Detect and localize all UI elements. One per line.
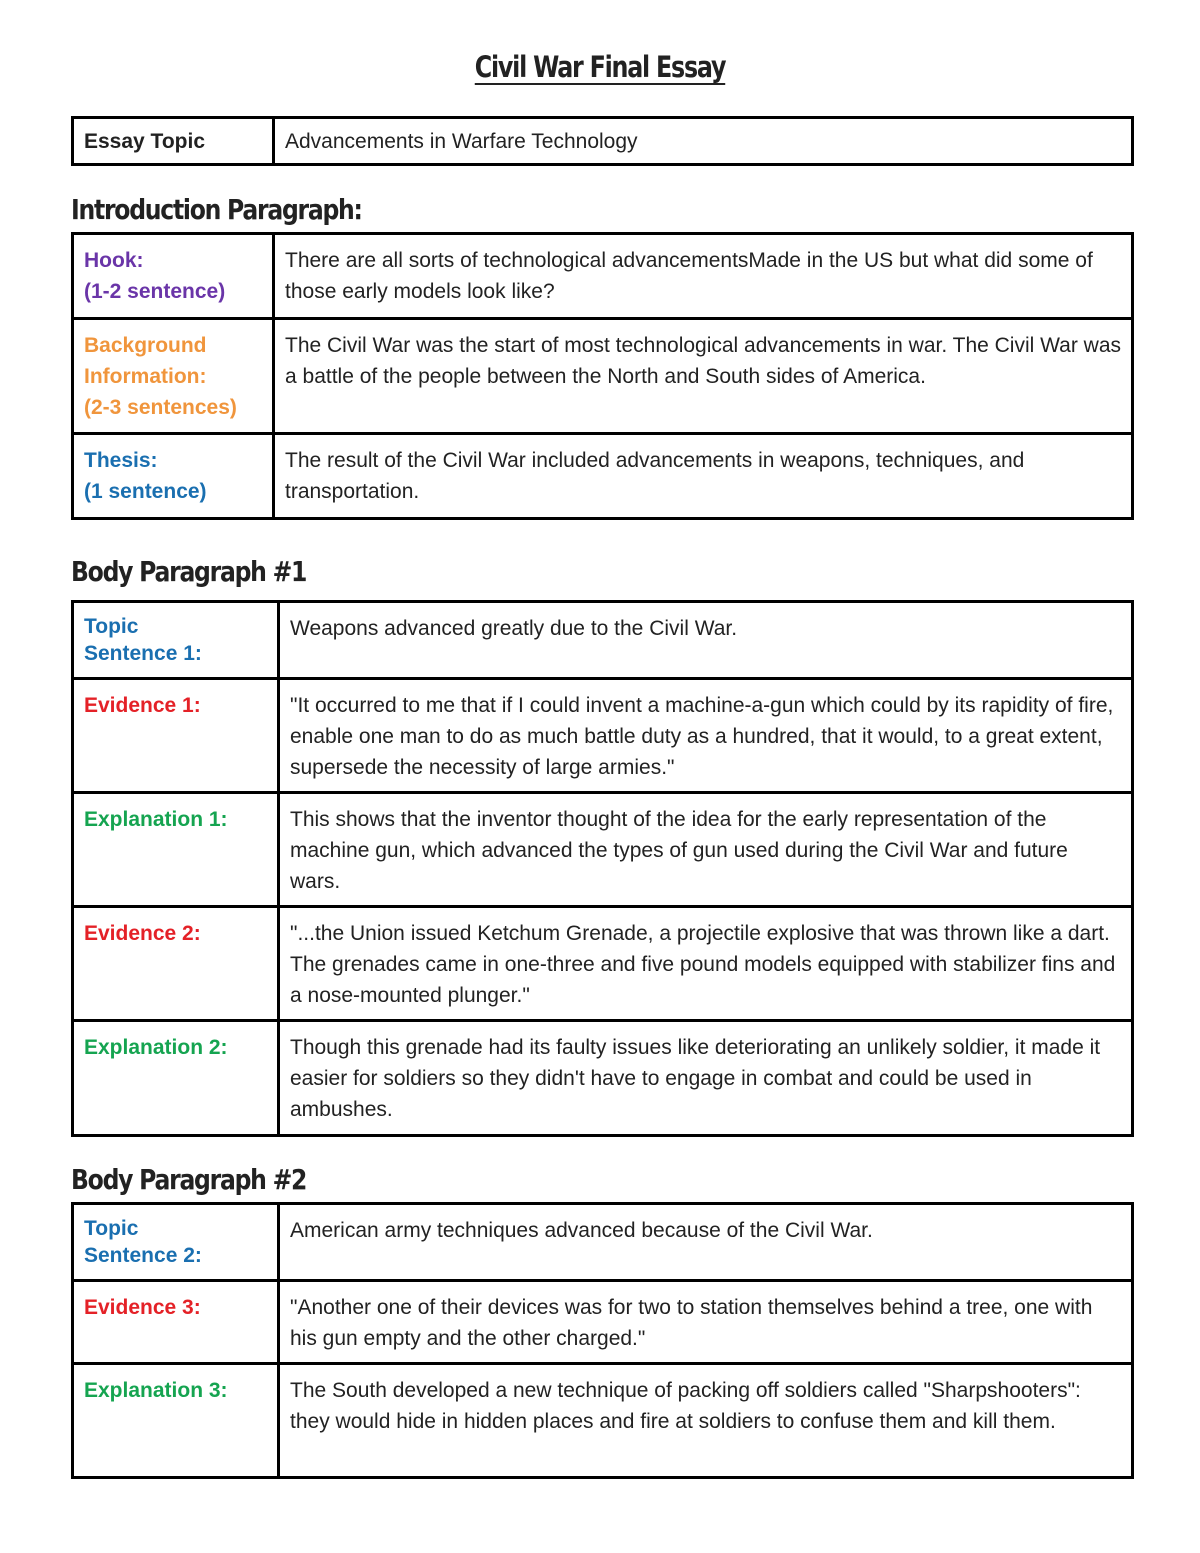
evidence-2-label: Evidence 2: — [73, 907, 279, 1021]
thesis-text: The result of the Civil War included advancements in weapons, techniques, and transportation. — [274, 434, 1133, 519]
topic-sentence-1-label: Topic Sentence 1: — [73, 602, 279, 679]
topic-sentence-1-text: Weapons advanced greatly due to the Civil War. — [279, 602, 1133, 679]
explanation-2-row — [73, 1021, 1133, 1136]
essay-topic-label: Essay Topic — [73, 118, 274, 165]
evidence-3-label: Evidence 3: — [73, 1281, 279, 1364]
page-title: Civil War Final Essay — [474, 50, 726, 84]
body-paragraph-1-heading: Body Paragraph #1 — [71, 555, 307, 588]
explanation-3-row — [73, 1364, 1133, 1478]
background-label: Background Information: (2-3 sentences) — [73, 319, 274, 434]
essay-topic-table — [71, 116, 1134, 166]
hook-label: Hook: (1-2 sentence) — [73, 234, 274, 319]
explanation-3-text: The South developed a new technique of packing off soldiers called "Sharpshooters": they would hide in hidden places and fire at soldiers to confuse them and kill them. — [279, 1364, 1133, 1478]
topic-sentence-2-text: American army techniques advanced because of the Civil War. — [279, 1204, 1133, 1281]
evidence-1-text: "It occurred to me that if I could invent a machine-a-gun which could by its rapidity of fire, enable one man to do as much battle duty as a hundred, that it would, to a great extent, supersede the necessity of large armies." — [279, 679, 1133, 793]
topic-sentence-2-label: Topic Sentence 2: — [73, 1204, 279, 1281]
explanation-1-text: This shows that the inventor thought of the idea for the early representation of the machine gun, which advanced the types of gun used during the Civil War and future wars. — [279, 793, 1133, 907]
topic-sentence-1-row — [73, 602, 1133, 679]
body-paragraph-1-table — [71, 600, 1134, 1137]
explanation-3-label: Explanation 3: — [73, 1364, 279, 1478]
evidence-1-row — [73, 679, 1133, 793]
explanation-1-row — [73, 793, 1133, 907]
essay-topic-row — [73, 118, 1133, 165]
background-row — [73, 319, 1133, 434]
evidence-3-row — [73, 1281, 1133, 1364]
explanation-2-text: Though this grenade had its faulty issues like deteriorating an unlikely soldier, it made it easier for soldiers so they didn't have to engage in combat and could be used in ambushes. — [279, 1021, 1133, 1136]
evidence-2-row — [73, 907, 1133, 1021]
evidence-1-label: Evidence 1: — [73, 679, 279, 793]
evidence-3-text: "Another one of their devices was for two to station themselves behind a tree, one with his gun empty and the other charged." — [279, 1281, 1133, 1364]
introduction-heading: Introduction Paragraph: — [71, 193, 362, 226]
hook-row — [73, 234, 1133, 319]
explanation-1-label: Explanation 1: — [73, 793, 279, 907]
body-paragraph-2-heading: Body Paragraph #2 — [71, 1163, 307, 1196]
body-paragraph-2-table — [71, 1202, 1134, 1479]
background-text: The Civil War was the start of most technological advancements in war. The Civil War was a battle of the people between the North and South sides of America. — [274, 319, 1133, 434]
evidence-2-text: "...the Union issued Ketchum Grenade, a projectile explosive that was thrown like a dart. The grenades came in one-three and five pound models equipped with stabilizer fins and a nose-mounted plunger." — [279, 907, 1133, 1021]
hook-text: There are all sorts of technological advancementsMade in the US but what did some of those early models look like? — [274, 234, 1133, 319]
essay-topic-value: Advancements in Warfare Technology — [274, 118, 1133, 165]
thesis-row — [73, 434, 1133, 519]
introduction-table — [71, 232, 1134, 520]
thesis-label: Thesis: (1 sentence) — [73, 434, 274, 519]
explanation-2-label: Explanation 2: — [73, 1021, 279, 1136]
topic-sentence-2-row — [73, 1204, 1133, 1281]
